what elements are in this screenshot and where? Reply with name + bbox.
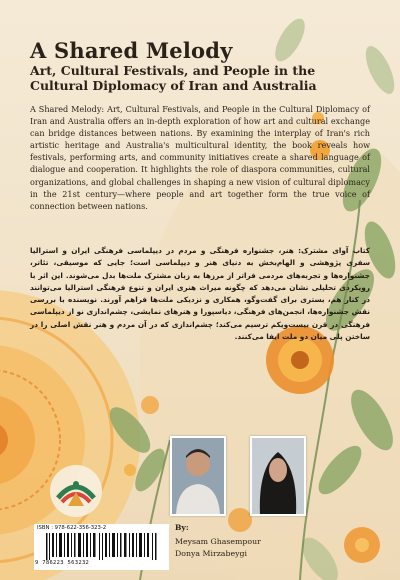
- author-name: Meysam Ghasempour: [175, 537, 261, 546]
- isbn-digits: 9 786223 563232: [35, 560, 90, 566]
- author-photo-1: [170, 436, 226, 516]
- publisher-logo-icon: [46, 462, 106, 520]
- barcode-icon: [46, 533, 158, 560]
- person-icon: [252, 438, 304, 514]
- person-icon: [172, 438, 224, 514]
- isbn-barcode: [34, 524, 169, 570]
- author-photo-2: [250, 436, 306, 516]
- author-name: Donya Mirzabeygi: [175, 549, 247, 558]
- by-label: By:: [175, 523, 189, 532]
- book-title: A Shared Melody: [30, 38, 233, 63]
- persian-blurb: کتاب آوای مشترک: هنر، جشنواره فرهنگی و مردم در دیپلماسی فرهنگی ایران و استرالیا سفری پژوهشی و الهام‌بخش به دنیای هنر و دیپلماسی است؛ جایی که موسیقی، تئاتر، جشنواره‌ها و تجربه‌های مردمی فراتر از مرزها به زبان مشترک ملت‌ها بدل می‌شوند. این اثر با رویکردی تحلیلی نشان می‌دهد که چگونه میراث هنری ایران و تنوع فرهنگی استرالیا می‌توانند در کنار هم، بستری برای گفت‌وگو، همکاری و نزدیکی ملت‌ها فراهم آورند. نویسنده با بررسی نقش جشنواره‌ها، انجمن‌های فرهنگی، دیاسپورا و هنرهای نمایشی، چشم‌اندازی نو از دیپلماسی فرهنگی در قرن بیست‌ویکم ترسیم می‌کند؛ چشم‌اندازی که در آن مردم و هنر نقش اصلی را در ساختن پلی میان دو ملت ایفا می‌کنند.: [30, 246, 370, 342]
- book-subtitle: Art, Cultural Festivals, and People in the Cultural Diplomacy of Iran and Australia: [30, 63, 317, 93]
- english-blurb: A Shared Melody: Art, Cultural Festivals, and People in the Cultural Diplomacy of Iran and Australia offers an in-depth exploration of how art and cultural exchange can bridge distances between nations. By examining the interplay of Iran's rich artistic heritage and Australia's multicultural identity, the book reveals how festivals, performing arts, and community initiatives create a shared language of dialogue and cooperation. It highlights the role of diaspora communities, cultural organizations, and global challenges in shaping a new vision of cultural diplomacy in the 21st century—where people and art together form the true voice of connection between nations.: [30, 104, 370, 211]
- isbn-label: ISBN : 978-622-356-323-2: [37, 525, 107, 531]
